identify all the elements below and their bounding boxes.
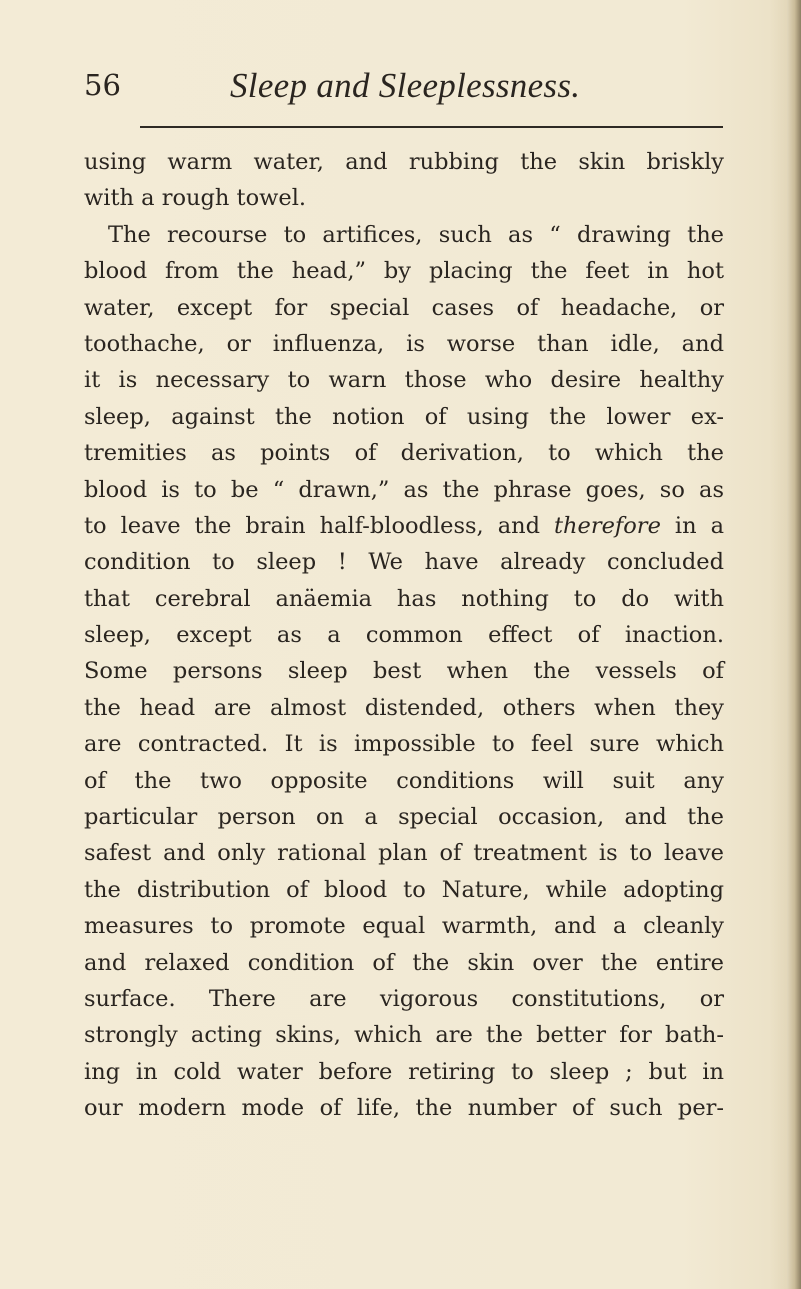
text-segment: in a — [674, 512, 724, 539]
text-line: safest and only rational plan of treatment is to leave — [84, 840, 724, 867]
running-title: Sleep and Sleeplessness. — [230, 66, 581, 105]
page-spine-edge — [787, 0, 801, 1289]
italic-word: therefore — [554, 512, 661, 539]
text-line: the head are almost distended, others when they — [84, 694, 724, 721]
text-line: our modern mode of life, the number of such per- — [84, 1095, 724, 1122]
body-text — [84, 144, 724, 1127]
text-line: toothache, or influenza, is worse than idle, and — [84, 330, 724, 357]
text-line: Some persons sleep best when the vessels of — [84, 658, 724, 685]
page-header — [84, 64, 724, 108]
text-line: particular person on a special occasion, and the — [84, 804, 724, 831]
text-line: ing in cold water before retiring to sleep ; but in — [84, 1058, 724, 1085]
text-line: the distribution of blood to Nature, while adopting — [84, 876, 724, 903]
text-line: blood from the head,” by placing the feet in hot — [84, 258, 724, 285]
text-line: blood is to be “ drawn,” as the phrase goes, so as — [84, 476, 724, 503]
text-line: strongly acting skins, which are the better for bath- — [84, 1022, 724, 1049]
text-line: water, except for special cases of headache, or — [84, 294, 724, 321]
text-line: it is necessary to warn those who desire healthy — [84, 367, 724, 394]
text-segment: to leave the brain half-bloodless, and — [84, 512, 541, 539]
page-number: 56 — [84, 68, 121, 102]
text-line: tremities as points of derivation, to which the — [84, 440, 724, 467]
text-line: of the two opposite conditions will suit any — [84, 767, 724, 794]
text-line-with-italic — [84, 508, 724, 544]
text-line: with a rough towel. — [84, 185, 307, 212]
text-line: condition to sleep ! We have already concluded — [84, 549, 724, 576]
text-line: using warm water, and rubbing the skin briskly — [84, 149, 724, 175]
header-rule — [140, 126, 723, 128]
text-line: and relaxed condition of the skin over the entire — [84, 949, 724, 976]
text-line: are contracted. It is impossible to feel sure which — [84, 731, 724, 758]
text-line: sleep, against the notion of using the lower ex- — [84, 403, 724, 430]
text-line: that cerebral anäemia has nothing to do with — [84, 585, 724, 612]
text-line: surface. There are vigorous constitutions, or — [84, 985, 724, 1012]
text-line: measures to promote equal warmth, and a cleanly — [84, 913, 724, 940]
text-line: The recourse to artifices, such as “ drawing the — [108, 221, 724, 248]
text-line: sleep, except as a common effect of inaction. — [84, 622, 724, 649]
